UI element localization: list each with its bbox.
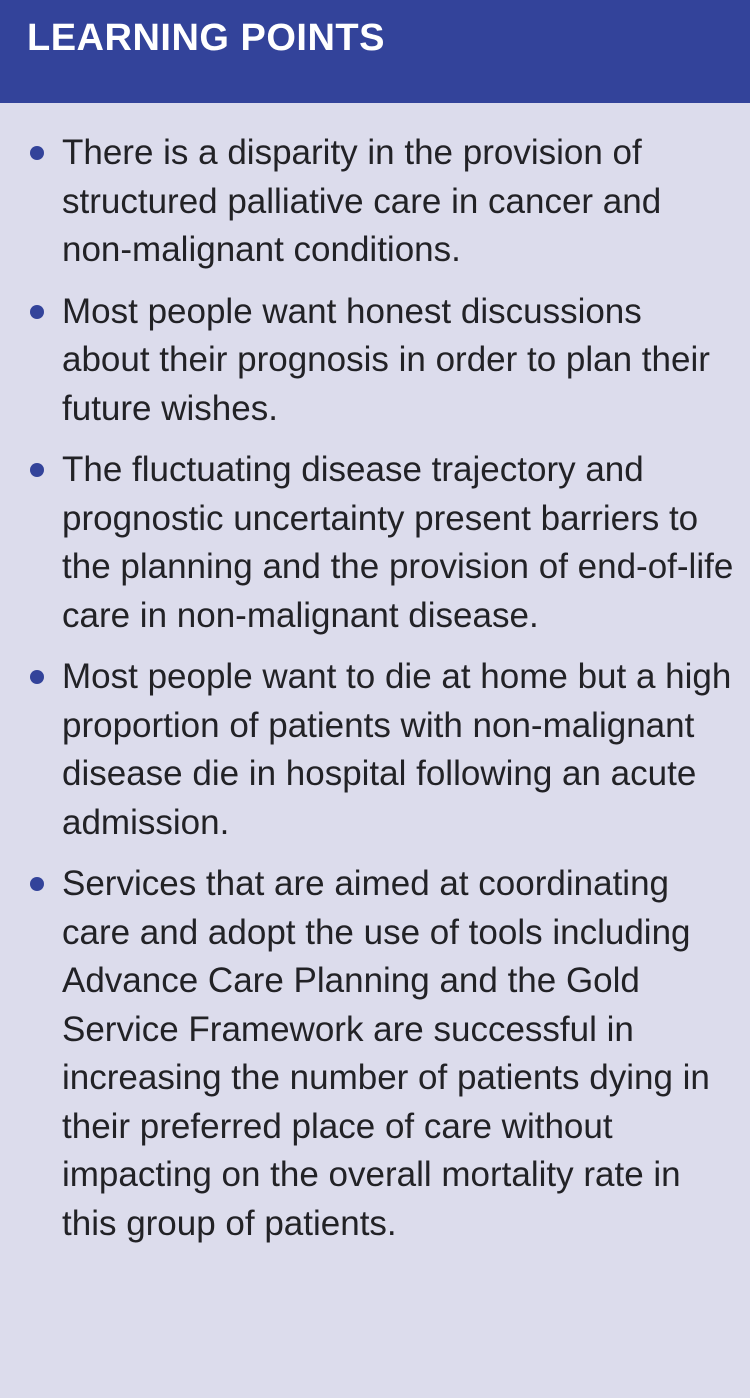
bullet-dot-icon xyxy=(30,463,44,477)
learning-point-text: There is a disparity in the provision of structured palliative care in cancer and non-malignant conditions. xyxy=(62,133,662,269)
bullet-dot-icon xyxy=(30,877,44,891)
learning-point xyxy=(62,129,736,275)
learning-point-text: Services that are aimed at coordinating care and adopt the use of tools including Advance Care Planning and the Gold Service Framework are successful in increasing the number of patients dying in their preferred place of care without impacting on the overall mortality rate in this group of patients. xyxy=(62,864,710,1243)
bullet-dot-icon xyxy=(30,146,44,160)
learning-point xyxy=(62,653,736,847)
learning-point xyxy=(62,860,736,1248)
learning-point xyxy=(62,288,736,434)
learning-point-text: Most people want honest discussions about their prognosis in order to plan their future wishes. xyxy=(62,291,710,428)
learning-points-list xyxy=(0,103,750,1248)
bullet-dot-icon xyxy=(30,670,44,684)
bullet-dot-icon xyxy=(30,305,44,319)
header-bar xyxy=(0,0,750,103)
learning-point-text: The fluctuating disease trajectory and prognostic uncertainty present barriers to the planning and the provision of end-of-life care in non-malignant disease. xyxy=(62,450,734,635)
learning-point-text: Most people want to die at home but a high proportion of patients with non-malignant disease die in hospital following an acute admission. xyxy=(62,657,732,842)
box-title: LEARNING POINTS xyxy=(27,17,385,59)
learning-point xyxy=(62,446,736,640)
